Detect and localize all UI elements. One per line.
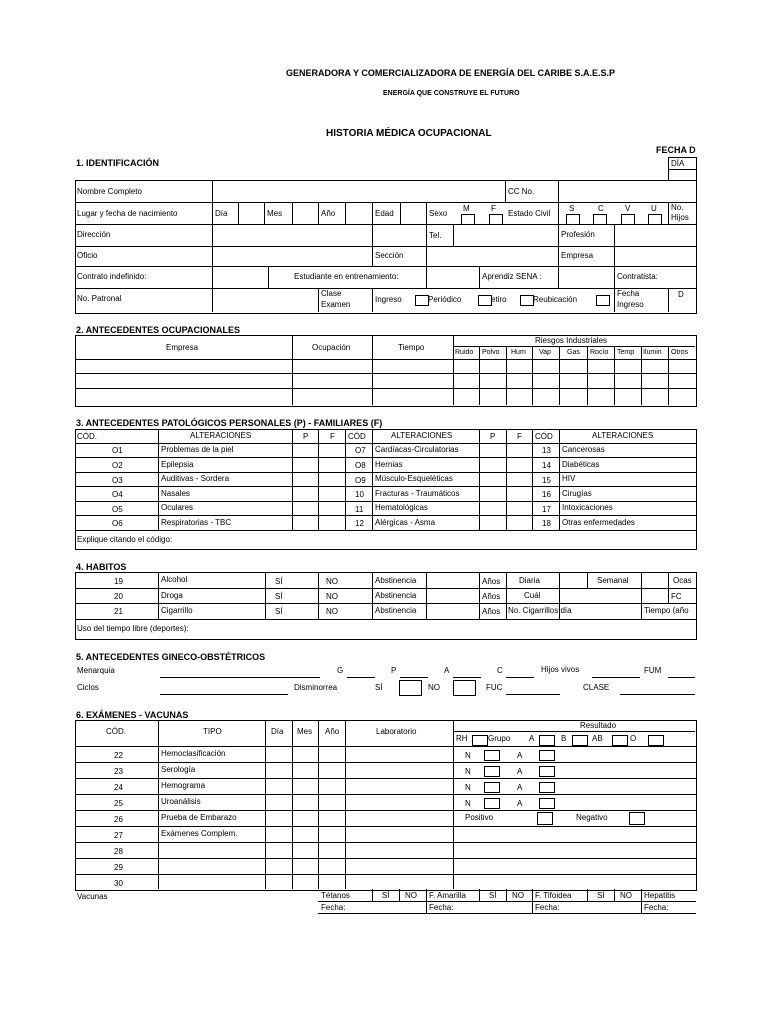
habito-cod-20: 20 [114,592,123,601]
sexo-f-checkbox[interactable] [489,214,503,225]
droga-anos: Años [482,592,501,601]
estado-s-checkbox[interactable] [566,214,580,225]
cod-o4: O4 [112,490,123,499]
exam-cod-25: 25 [114,799,123,808]
cc-label: CC No. [508,187,535,196]
droga-si: SÍ [275,592,283,601]
cod-header-3: CÓD [535,432,553,441]
cod-17: 17 [542,505,551,514]
patronal-label: No. Patronal [77,294,122,303]
fum-label: FUM [644,666,662,675]
disminorrea-label: Disminorrea [294,683,338,692]
cod-14: 14 [542,461,551,470]
ingreso-checkbox[interactable] [415,295,429,306]
exam-mes-header: Mes [297,727,313,736]
alteracion-14: Diabéticas [562,460,600,469]
negativo-label: Negativo [576,813,608,822]
clase-label: CLASE [583,683,610,692]
risk-gas: Gas [567,349,580,356]
estudiante-label: Estudiante en entrenamiento: [294,272,399,281]
alteracion-10: Fracturas - Traumáticos [375,489,460,498]
ocupacion-col-header: Ocupación [312,343,351,352]
exam-cod-23: 23 [114,767,123,776]
fc-label: FC [671,592,682,601]
ingreso-label: Ingreso [375,295,402,304]
identificacion-table [75,180,697,314]
positivo-checkbox[interactable] [537,812,553,825]
exam-hemograma: Hemograma [161,781,206,790]
diaria-label: Diaria [519,576,540,585]
company-slogan: ENERGÍA QUE CONSTRUYE EL FUTURO [383,90,520,97]
risk-ilumin: Ilumin [643,349,662,356]
cod-11: 11 [355,505,364,514]
fecha-label: FECHA D [656,145,696,155]
clase-label-1: Clase [321,289,342,298]
ftifoidea-si: SÍ [597,891,605,900]
p-header-2: P [490,432,496,441]
clase-label-2: Examen [321,300,351,309]
alteracion-o2: Epilepsia [161,460,194,469]
sero-a-checkbox[interactable] [539,766,555,777]
risk-otros: Otros [671,349,689,356]
fecha-ingreso-label-1: Fecha [617,289,640,298]
vacunas-label: Vacunas [77,892,108,901]
cod-o2: O2 [112,461,123,470]
cod-o9: O9 [355,476,366,485]
sero-n-label: N [465,767,471,776]
alcohol-no: NO [326,577,338,586]
cigarrillo-si: SÍ [275,607,283,616]
droga-no: NO [326,592,338,601]
alteracion-o6: Respiratorias - TBC [161,518,232,527]
g-label: G [337,666,344,675]
grupo-label: Grupo [488,734,511,743]
hemo-n-label: N [465,751,471,760]
alteraciones-header-3: ALTERACIONES [592,431,654,440]
estado-u-label: U [651,204,657,213]
cod-12: 12 [355,519,364,528]
contratista-label: Contratista: [617,272,658,281]
cod-header-1: CÓD. [77,432,97,441]
alteracion-17: Intoxicaciones [562,503,613,512]
sero-n-checkbox[interactable] [484,766,500,777]
tiempo-anos-label: Tiempo (año [644,606,689,615]
hemograma-n-label: N [465,783,471,792]
alteracion-11: Hematológicas [375,503,428,512]
risk-hum: Hum [511,349,526,356]
grupo-a-label: A [529,734,535,743]
uso-tiempo-libre-label: Uso del tiempo libre (deportes): [77,624,189,633]
negativo-checkbox[interactable] [629,812,645,825]
cod-o5: O5 [112,505,123,514]
alcohol-abstinencia: Abstinencia [375,576,417,585]
contrato-label: Contrato indefinido: [77,272,147,281]
exam-cod-27: 27 [114,831,123,840]
alcohol-si: SÍ [275,577,283,586]
grupo-ab-checkbox[interactable] [612,735,628,746]
hemograma-a-checkbox[interactable] [539,782,555,793]
cod-header-2: CÓD [348,432,366,441]
hemo-a-label: A [517,751,523,760]
rh-checkbox[interactable] [472,735,488,746]
tetanos-label: Tétanos [321,891,350,900]
uro-n-checkbox[interactable] [484,798,500,809]
habito-cod-21: 21 [114,607,123,616]
estado-civil-label: Estado Civil [508,209,551,218]
grupo-ab-label: AB [592,734,603,743]
tetanos-no: NO [405,891,417,900]
lugar-label: Lugar y fecha de nacimiento [77,209,178,218]
exam-uroanalisis: Uroanálisis [161,797,201,806]
sero-a-label: A [517,767,523,776]
reubicacion-checkbox[interactable] [596,295,610,306]
estado-v-checkbox[interactable] [621,214,635,225]
alcohol-anos: Años [482,577,501,586]
cual-label: Cuál [524,591,541,600]
grupo-o-checkbox[interactable] [648,735,664,746]
fecha-ingreso-label-2: Ingreso [617,300,644,309]
exam-hemoclasificacion: Hemoclasificación [161,749,226,758]
cod-o6: O6 [112,519,123,528]
section-6-title: 6. EXÁMENES - VACUNAS [76,710,189,720]
hemo-n-checkbox[interactable] [484,750,500,761]
ftifoidea-label: F. Tifoidea [535,891,572,900]
seccion-label: Sección [375,251,404,260]
famarilla-no: NO [512,891,524,900]
sexo-label: Sexo [429,209,448,218]
alteracion-12: Alérgicas - Asma [375,518,436,527]
droga-abstinencia: Abstinencia [375,591,417,600]
ocasional-label: Ocas [673,576,692,585]
exam-prueba-embarazo: Prueba de Embarazo [161,813,237,822]
exam-cod-26: 26 [114,815,123,824]
positivo-label: Positivo [465,813,494,822]
cigarrillo-abstinencia: Abstinencia [375,606,417,615]
dia-label: DÍA [671,159,685,168]
hemo-a-checkbox[interactable] [539,750,555,761]
estado-s-label: S [569,204,575,213]
cod-15: 15 [542,476,551,485]
f-header-2: F [517,432,522,441]
resultado-header: Resultado [580,721,617,730]
risk-polvo: Polvo [482,349,500,356]
no-hijos-label-1: No. [671,203,684,212]
oficio-label: Oficio [77,251,98,260]
uro-a-checkbox[interactable] [539,798,555,809]
alteracion-o5: Oculares [161,503,194,512]
grupo-b-checkbox[interactable] [572,735,588,746]
edad-label: Edad [375,209,394,218]
habito-cod-19: 19 [114,577,123,586]
a-label: A [444,666,450,675]
cod-16: 16 [542,490,551,499]
famarilla-si: SÍ [489,891,497,900]
alteracion-o8: Hernias [375,460,403,469]
estado-c-checkbox[interactable] [593,214,607,225]
dia-nac-label: Día [215,209,228,218]
section-5-title: 5. ANTECEDENTES GINECO-OBSTÉTRICOS [76,652,266,662]
p-header-1: P [303,432,309,441]
disminorrea-no-checkbox[interactable] [453,680,476,696]
sexo-m-label: M [463,204,470,213]
cod-13: 13 [542,446,551,455]
no-hijos-label-2: Hijos [671,213,689,222]
exam-cod-header: CÓD. [106,727,126,736]
exam-cod-30: 30 [114,879,123,888]
uro-a-label: A [517,799,523,808]
cod-10: 10 [355,490,364,499]
retiro-checkbox[interactable] [520,295,534,306]
exam-complementarios: Exámenes Complem. [161,829,238,838]
alteracion-o1: Problemas de la piel [161,445,234,454]
sexo-m-checkbox[interactable] [461,214,475,225]
exam-cod-29: 29 [114,863,123,872]
alteracion-15: HIV [562,474,576,483]
habito-cigarrillo: Cigarrillo [161,606,193,615]
document-title: HISTORIA MÉDICA OCUPACIONAL [326,128,492,139]
famarilla-label: F. Amarilla [429,891,466,900]
cod-o1: O1 [112,446,123,455]
alteracion-13: Cancerosas [562,445,605,454]
exam-anio-header: Año [325,727,340,736]
alteracion-o9: Músculo-Esqueléticas [375,474,453,483]
semanal-label: Semanal [597,576,629,585]
tetanos-si: SÍ [382,891,390,900]
alteracion-o3: Auditivas - Sordera [161,474,230,483]
hemograma-n-checkbox[interactable] [484,782,500,793]
reubicacion-label: Reubicación [533,295,578,304]
alteraciones-header-2: ALTERACIONES [391,431,453,440]
uro-n-label: N [465,799,471,808]
fecha-ingreso-d-label: D [678,290,684,299]
mes-nac-label: Mes [267,209,283,218]
alteraciones-header-1: ALTERACIONES [190,431,252,440]
exam-cod-28: 28 [114,847,123,856]
tiempo-col-header: Tiempo [398,343,425,352]
f-header-1: F [330,432,335,441]
retiro-label: etiro [491,295,507,304]
hemograma-a-label: A [517,783,523,792]
anio-nac-label: Año [321,209,336,218]
alteracion-o4: Nasales [161,489,190,498]
ftifoidea-no: NO [620,891,632,900]
exam-serologia: Serología [161,765,196,774]
hepatitis-fecha: Fecha: [644,903,669,912]
menarquia-label: Menarquia [77,666,115,675]
exam-cod-24: 24 [114,783,123,792]
alteracion-18: Otras enfermedades [562,518,635,527]
habito-droga: Droga [161,591,183,600]
grupo-b-label: B [561,734,567,743]
section-4-title: 4. HABITOS [76,562,127,572]
sexo-f-label: F [491,204,496,213]
habito-alcohol: Alcohol [161,575,188,584]
cigarrillo-anos: Años [482,607,501,616]
cod-18: 18 [542,519,551,528]
grupo-a-checkbox[interactable] [539,735,555,746]
cigarrillos-dia-label: No. Cigarrillos día [508,606,572,615]
periodico-checkbox[interactable] [478,295,492,306]
profesion-label: Profesión [561,230,595,239]
section-1-title: 1. IDENTIFICACIÓN [76,158,160,168]
risk-temp: Temp [617,349,635,356]
estado-c-label: C [598,204,604,213]
ciclos-label: Ciclos [77,683,99,692]
p-label: P [391,666,397,675]
empresa-col-header: Empresa [166,343,199,352]
grupo-o-label: O [630,734,637,743]
company-name: GENERADORA Y COMERCIALIZADORA DE ENERGÍA DEL CARIBE S.A.E.S.P [286,68,616,78]
cod-o3: O3 [112,476,123,485]
exam-tipo-header: TIPO [203,727,222,736]
fuc-label: FUC [486,683,503,692]
direccion-label: Dirección [77,230,111,239]
c-label: C [497,666,503,675]
empresa-label: Empresa [561,251,594,260]
disminorrea-no-label: NO [428,683,440,692]
exam-dia-header: Día [271,727,284,736]
explique-label: Explique citando el código: [77,535,173,544]
exam-cod-22: 22 [114,751,123,760]
disminorrea-si-label: SÍ [375,683,383,692]
estado-v-label: V [625,204,631,213]
section-3-title: 3. ANTECEDENTES PATOLÓGICOS PERSONALES (P) - FAMILIARES (F) [76,418,383,428]
estado-u-checkbox[interactable] [648,214,662,225]
cod-o8: O8 [355,461,366,470]
riesgos-header: Riesgos Industriales [535,336,608,345]
alteracion-o7: Cardíacas-Circulatorias [375,445,459,454]
hepatitis-label: Hepatitis [644,891,676,900]
risk-ruido: Ruido [455,349,474,356]
hijos-vivos-label: Hijos vivos [541,665,580,674]
alteracion-16: Cirugías [562,489,592,498]
ftifoidea-fecha: Fecha: [535,903,560,912]
laboratorio-header: Laboratorio [376,727,417,736]
cod-o7: O7 [355,446,366,455]
aprendiz-label: Aprendiz SENA : [482,272,542,281]
rh-label: RH [456,734,468,743]
disminorrea-si-checkbox[interactable] [399,680,422,696]
famarilla-fecha: Fecha: [429,903,454,912]
cigarrillo-no: NO [326,607,338,616]
tel-label: Tel. [429,231,442,240]
risk-rocio: Rocío [590,349,609,356]
risk-vap: Vap [539,349,551,356]
periodico-label: Periódico [428,295,462,304]
nombre-label: Nombre Completo [77,187,142,196]
tetanos-fecha: Fecha: [321,903,346,912]
section-2-title: 2. ANTECEDENTES OCUPACIONALES [76,325,241,335]
